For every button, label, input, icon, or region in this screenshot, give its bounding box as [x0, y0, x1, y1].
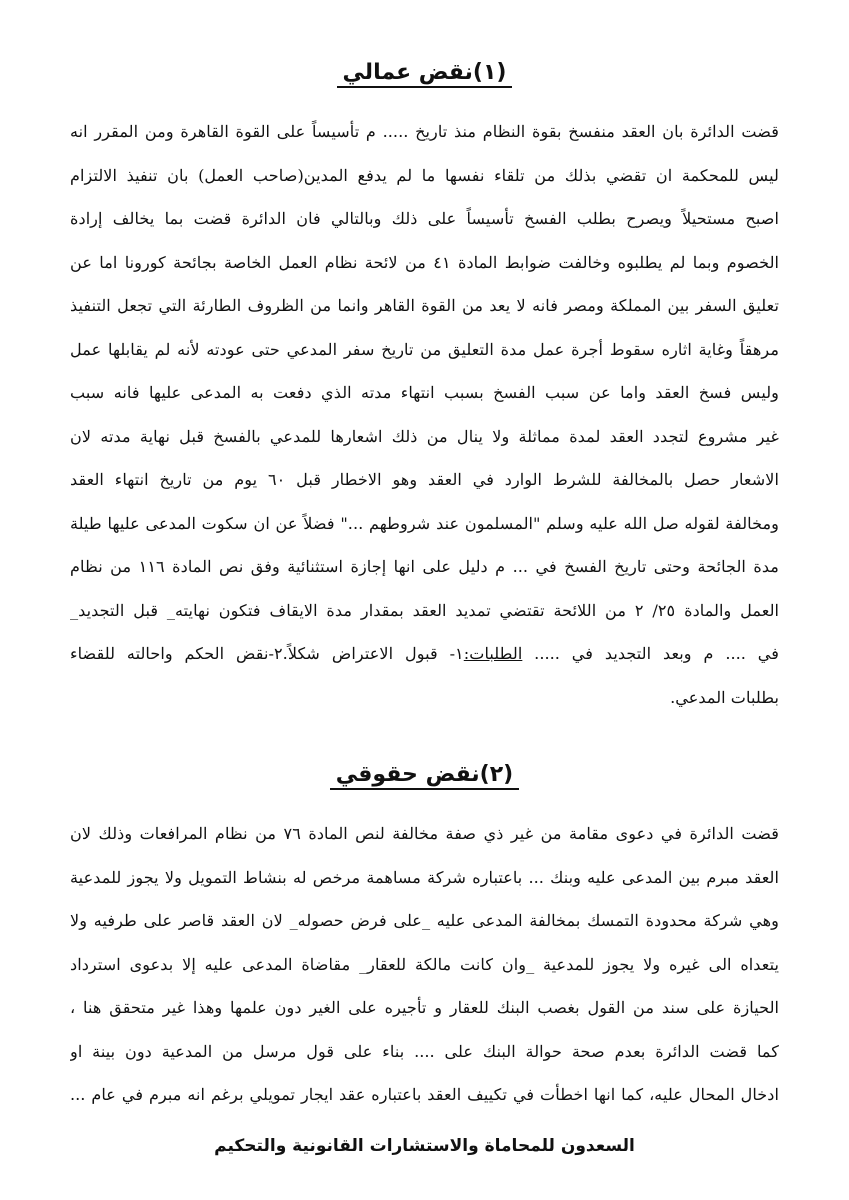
requests-label: الطلبات:: [463, 644, 523, 663]
paragraph-line: يتعداه الى غيره ولا يجوز للمدعية _وان كانت مالكة للعقار_ مقاضاة المدعى عليه إلا بدعوى استرداد: [70, 954, 779, 974]
paragraph-line: مدة الجائحة وحتى تاريخ الفسخ في ... م دليل على انها إجازة استثنائية وفق نص المادة ١١٦ من نظام: [70, 557, 779, 576]
line-text-before: في .... م وبعد التجديد في .....: [522, 644, 779, 663]
paragraph-line-requests: [70, 632, 779, 676]
paragraph-line: العقد مبرم بين المدعى عليه وبنك ... باعتباره شركة مساهمة مرخص له بنشاط التمويل ولا يجوز للمدعية: [70, 867, 779, 887]
section-1-title: [0, 58, 849, 88]
section-2-paragraph: [70, 812, 779, 1117]
paragraph-line: ليس للمحكمة ان تقضي بذلك من تلقاء نفسها ما لم يدفع المدين(صاحب العمل) بان تنفيذ الالتزام: [70, 165, 779, 185]
paragraph-line: الاشعار حصل بالمخالفة للشرط الوارد في العقد وهو الاخطار قبل ٦٠ يوم من تاريخ انتهاء العقد: [70, 470, 779, 489]
paragraph-line: اصبح مستحيلاً ويصرح بطلب الفسخ تأسيساً على ذلك وبالتالي فان الدائرة قضت بما يخالف إرادة: [70, 209, 779, 228]
footer-firm-name: السعدون للمحاماة والاستشارات القانونية والتحكيم: [214, 1136, 635, 1156]
section-2-title-text: (٢)نقض حقوقي: [330, 762, 519, 790]
paragraph-line: وهي شركة محدودة التمسك بمخالفة المدعى عليه _على فرض حصوله_ لان العقد قاصر على طرفيه ولا: [70, 911, 779, 930]
section-1-title-text: (١)نقض عمالي: [337, 60, 513, 88]
line-text-after: ١- قبول الاعتراض شكلاً.٢-نقض الحكم واحالته للقضاء: [70, 644, 464, 663]
paragraph-line: تعليق السفر بين المملكة ومصر فانه لا يعد من القوة القاهر وانما من الظروف الطارئة التي تجعل التنفيذ: [70, 296, 779, 315]
section-2-title: [0, 760, 849, 790]
paragraph-line: غير مشروع لتجدد العقد لمدة مماثلة ولا ينال من ذلك اشعارها للمدعي بالفسخ قبل نهاية مدته لان: [70, 426, 779, 446]
paragraph-line: مرهقاً وغاية اثاره سقوط أجرة عمل مدة التعليق من تاريخ سفر المدعي حتى عودته لأنه لم يقابلها عمل: [70, 339, 779, 359]
paragraph-line: قضت الدائرة بان العقد منفسخ بقوة النظام منذ تاريخ ..... م تأسيساً على القوة القاهرة ومن المقرر انه: [70, 122, 779, 141]
paragraph-line: الحيازة على سند من القول بغصب البنك للعقار و تأجيره على الغير دون علمها وهذا غير متحقق هنا ،: [70, 998, 779, 1017]
paragraph-line: وليس فسخ العقد واما عن سبب الفسخ بسبب انتهاء مدته الذي دفعت به المدعى عليها فانه سبب: [70, 383, 779, 402]
section-1-paragraph: [70, 110, 779, 719]
paragraph-line: الخصوم وبما لم يطلبوه وخالفت ضوابط المادة ٤١ من لائحة نظام العمل الخاصة بجائحة كورونا اما عن: [70, 252, 779, 272]
paragraph-line: كما قضت الدائرة بعدم صحة حوالة البنك على .... بناء على قول مرسل من المدعية دون بينة او: [70, 1041, 779, 1061]
paragraph-line: ادخال المحال عليه، كما انها اخطأت في تكييف العقد باعتباره عقد ايجار تمويلي برغم انه مبرم في عام ...: [70, 1085, 779, 1104]
paragraph-line: قضت الدائرة في دعوى مقامة من غير ذي صفة مخالفة لنص المادة ٧٦ من نظام المرافعات وذلك لان: [70, 824, 779, 843]
paragraph-line: ومخالفة لقوله صل الله عليه وسلم "المسلمون عند شروطهم ..." فضلاً عن ان سكوت المدعى عليها طيلة: [70, 513, 779, 533]
paragraph-line: العمل والمادة ٢٥/ ٢ من اللائحة تقتضي تمديد العقد بمقدار مدة الايقاف فتكون نهايته_ قبل التجديد_: [70, 600, 779, 620]
paragraph-line: بطلبات المدعي.: [670, 687, 779, 707]
